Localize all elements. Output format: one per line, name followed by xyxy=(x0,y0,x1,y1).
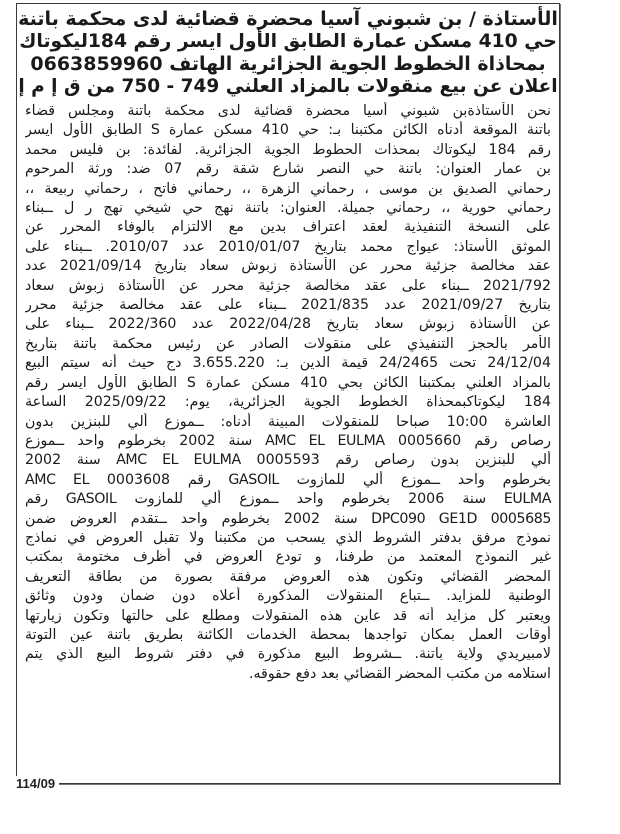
body-line: 184 ليكوتاكبمحذاة الخطوط الجوية الجزائرية، يوم: 2025/09/22 الساعة xyxy=(25,394,551,411)
body-line: EULMA سنة 2006 بخرطوم واحد ــموزع ألي للمازوت GASOIL رقم xyxy=(25,491,551,508)
header-line-title: اعلان عن بيع منقولات بالمزاد العلني 749 - 750 من ق إ م إ xyxy=(18,75,558,97)
body-line: الموثق الأستاذ: عيواج محمد بتاريخ 2010/01/07 عدد 2010/07. ــبناء على xyxy=(25,238,551,255)
body-line: على النسخة التنفيذية لعقد اعتراف بدين مع الالتزام بالوفاء المحرر عن xyxy=(25,219,551,236)
body-line: 0005685 DPC090 GE1D سنة 2002 بخرطوم واحد ــتقدم العروض ضمن xyxy=(25,510,551,527)
body-line: رحماني الصديق بن موسى ، رحماني الزهرة ،، رحماني فاتح ، رحماني ربيعة ،، xyxy=(25,180,551,197)
body-line: رحماني حورية ،، رحماني جميلة. العنوان: باتنة نهج حي شيخي نهج ر ل ــبناء xyxy=(25,200,551,217)
body-line: استلامه من مكتب المحضر القضائي بعد دفع حقوقه. xyxy=(248,665,551,682)
body-line: لامبيريدي ولاية باتنة. ــشروط البيع مذكورة في دفتر شروط البيع الذي يتم xyxy=(25,646,551,663)
header-line-bailiff: الأستاذة / بن شبوني آسيا محضرة قضائية لدى محكمة باتنة xyxy=(18,8,558,30)
header-line-address: حي 410 مسكن عمارة الطابق الأول ايسر رقم 184ليكوتاك xyxy=(19,30,557,52)
body-line: بن عمار العنوان: باتنة حي النصر شارع شقة رقم 07 ضد: ورثة المرحوم xyxy=(25,161,551,178)
body-line: رقم 184 ليكوتاك بمحذات الحطوط الجوية الجزائرية. لفائدة: بن فليس محمد xyxy=(25,141,551,158)
body-line: الأمر بالحجز التنفيذي على منقولات الصادر عن رئيس محكمة باتنة بتاريخ xyxy=(25,335,551,352)
body-line: الوطنية للمزايد. ــتباع المنقولات المذكورة أعلاه دون ضمان ودون وثائق xyxy=(25,588,551,605)
body-line: ويعتبر كل مزايد أنه قد عاين هذه المنقولات ومطلع على حالتها وتكون زيارتها xyxy=(25,607,551,624)
body-line: أوقات العمل بمكان تواجدها بمحطة الخدمات الكائنة بطريق باتنة عين التوتة xyxy=(25,626,551,643)
body-line: عن الأستاذة زبوش سعاد بتاريخ 2022/04/28 عدد 2022/360 ــبناء على xyxy=(25,316,551,333)
notice-header xyxy=(17,4,559,98)
body-line: غير النموذج المعتمد من طرفنا، و تودع العروض في أظرف مختومة بمكتب xyxy=(25,549,551,566)
body-line: ألي للبنزين بدون رصاص رقم 0005593 AMC EL EULMA سنة 2002 xyxy=(25,452,551,469)
reference-number: 114/09 xyxy=(16,776,59,792)
body-line: نموذج مرفق بدفتر الشروط الذي يسحب من مكتبنا ولا تقبل العروض في نماذج xyxy=(25,529,551,546)
body-line: المحضر القضائي وتكون هذه العروض مرفقة بصورة من بطاقة التعريف xyxy=(25,568,551,585)
body-line: 2021/792 ــبناء على عقد مخالصة جزئية محرر عن الأستاذة زبوش سعاد xyxy=(25,277,551,294)
body-line: 24/12/04 تحت 24/2465 قيمة الدين بـ: 3.655.220 دج حيث أنه سيتم البيع xyxy=(25,355,551,372)
notice-body xyxy=(17,98,559,684)
body-line: بالمزاد العلني بمكتبنا الكائن بحي 410 مسكن عمارة S الطابق الأول ايسر رقم xyxy=(25,374,551,391)
body-line: باتنة الموقعة أدناه الكائن مكتبنا بـ: حي 410 مسكن عمارة S الطابق الأول ايسر xyxy=(25,122,551,139)
header-line-phone: بمحاذاة الخطوط الجوية الجزائرية الهاتف 0663859960 xyxy=(30,53,546,75)
body-line: نحن الأستاذةبن شبوني أسيا محضرة قضائية لدى محكمة باتنة ومجلس قضاء xyxy=(25,103,551,119)
body-line: العاشرة 10:00 صباحا للمنقولات المبينة أدناه: ــموزع ألي للبنزين بدون xyxy=(25,413,551,430)
body-line: عقد مخالصة جزئية محرر عن الأستاذة زبوش سعاد بتاريخ 2021/09/14 عدد xyxy=(25,258,551,275)
body-line: رصاص رقم 0005660 AMC EL EULMA سنة 2002 بخرطوم واحد ــموزع xyxy=(25,432,551,449)
body-line: بخرطوم واحد ــموزع ألي للمازوت GASOIL رقم 0003608 AMC EL xyxy=(25,471,551,488)
legal-notice-box xyxy=(16,3,560,784)
body-line: بتاريخ 2021/09/27 عدد 2021/835 ــبناء على عقد مخالصة جزئية محرر xyxy=(25,297,551,314)
